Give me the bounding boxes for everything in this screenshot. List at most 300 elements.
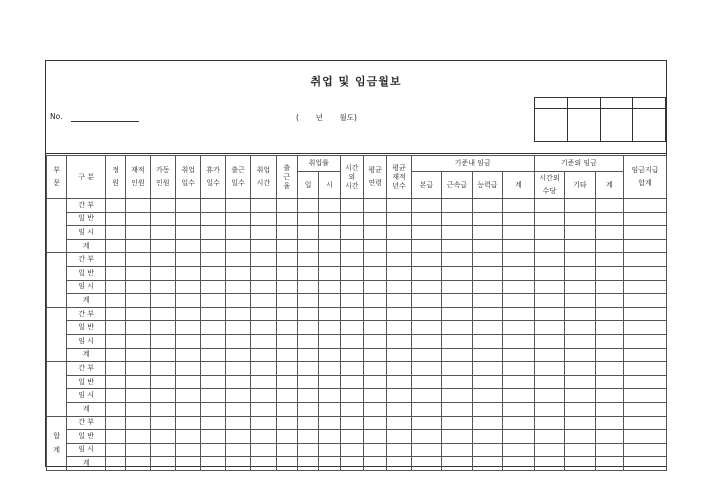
data-cell[interactable] xyxy=(565,226,595,240)
data-cell[interactable] xyxy=(225,266,250,280)
data-cell[interactable] xyxy=(340,443,363,457)
data-cell[interactable] xyxy=(251,266,276,280)
data-cell[interactable] xyxy=(276,280,297,294)
data-cell[interactable] xyxy=(565,212,595,226)
data-cell[interactable] xyxy=(276,402,297,416)
data-cell[interactable] xyxy=(150,430,175,444)
data-cell[interactable] xyxy=(319,266,340,280)
data-cell[interactable] xyxy=(201,212,225,226)
data-cell[interactable] xyxy=(624,443,667,457)
data-cell[interactable] xyxy=(126,321,150,335)
data-cell[interactable] xyxy=(442,239,472,253)
data-cell[interactable] xyxy=(624,348,667,362)
data-cell[interactable] xyxy=(201,389,225,403)
data-cell[interactable] xyxy=(503,307,535,321)
data-cell[interactable] xyxy=(472,321,502,335)
dept-cell[interactable] xyxy=(47,199,67,253)
data-cell[interactable] xyxy=(472,402,502,416)
data-cell[interactable] xyxy=(126,457,150,471)
data-cell[interactable] xyxy=(276,348,297,362)
data-cell[interactable] xyxy=(411,375,441,389)
data-cell[interactable] xyxy=(503,266,535,280)
data-cell[interactable] xyxy=(442,457,472,471)
data-cell[interactable] xyxy=(534,280,564,294)
data-cell[interactable] xyxy=(387,266,411,280)
data-cell[interactable] xyxy=(595,389,623,403)
data-cell[interactable] xyxy=(340,239,363,253)
dept-cell[interactable] xyxy=(47,416,67,470)
dept-cell[interactable] xyxy=(47,307,67,361)
data-cell[interactable] xyxy=(595,362,623,376)
data-cell[interactable] xyxy=(387,321,411,335)
data-cell[interactable] xyxy=(442,266,472,280)
data-cell[interactable] xyxy=(595,226,623,240)
data-cell[interactable] xyxy=(534,294,564,308)
data-cell[interactable] xyxy=(126,266,150,280)
data-cell[interactable] xyxy=(387,416,411,430)
data-cell[interactable] xyxy=(251,375,276,389)
data-cell[interactable] xyxy=(105,280,125,294)
data-cell[interactable] xyxy=(150,212,175,226)
data-cell[interactable] xyxy=(565,307,595,321)
data-cell[interactable] xyxy=(105,212,125,226)
data-cell[interactable] xyxy=(472,307,502,321)
data-cell[interactable] xyxy=(225,362,250,376)
data-cell[interactable] xyxy=(340,375,363,389)
data-cell[interactable] xyxy=(176,226,201,240)
data-cell[interactable] xyxy=(201,226,225,240)
data-cell[interactable] xyxy=(411,430,441,444)
data-cell[interactable] xyxy=(363,266,386,280)
data-cell[interactable] xyxy=(176,443,201,457)
data-cell[interactable] xyxy=(319,430,340,444)
data-cell[interactable] xyxy=(276,430,297,444)
data-cell[interactable] xyxy=(150,416,175,430)
data-cell[interactable] xyxy=(387,389,411,403)
data-cell[interactable] xyxy=(340,253,363,267)
data-cell[interactable] xyxy=(105,294,125,308)
data-cell[interactable] xyxy=(534,199,564,213)
data-cell[interactable] xyxy=(472,239,502,253)
data-cell[interactable] xyxy=(411,389,441,403)
data-cell[interactable] xyxy=(319,375,340,389)
data-cell[interactable] xyxy=(442,430,472,444)
data-cell[interactable] xyxy=(150,389,175,403)
data-cell[interactable] xyxy=(201,375,225,389)
data-cell[interactable] xyxy=(387,430,411,444)
data-cell[interactable] xyxy=(201,266,225,280)
data-cell[interactable] xyxy=(176,307,201,321)
data-cell[interactable] xyxy=(276,443,297,457)
data-cell[interactable] xyxy=(387,443,411,457)
approval-sign-cell[interactable] xyxy=(600,109,633,142)
data-cell[interactable] xyxy=(363,416,386,430)
data-cell[interactable] xyxy=(411,457,441,471)
data-cell[interactable] xyxy=(387,334,411,348)
data-cell[interactable] xyxy=(503,212,535,226)
data-cell[interactable] xyxy=(319,443,340,457)
data-cell[interactable] xyxy=(225,280,250,294)
data-cell[interactable] xyxy=(150,321,175,335)
data-cell[interactable] xyxy=(297,239,318,253)
data-cell[interactable] xyxy=(363,389,386,403)
data-cell[interactable] xyxy=(176,389,201,403)
data-cell[interactable] xyxy=(595,199,623,213)
data-cell[interactable] xyxy=(150,253,175,267)
data-cell[interactable] xyxy=(472,443,502,457)
data-cell[interactable] xyxy=(503,239,535,253)
data-cell[interactable] xyxy=(363,280,386,294)
data-cell[interactable] xyxy=(411,199,441,213)
data-cell[interactable] xyxy=(624,402,667,416)
data-cell[interactable] xyxy=(472,389,502,403)
data-cell[interactable] xyxy=(201,443,225,457)
data-cell[interactable] xyxy=(319,348,340,362)
data-cell[interactable] xyxy=(340,457,363,471)
data-cell[interactable] xyxy=(472,253,502,267)
data-cell[interactable] xyxy=(150,280,175,294)
data-cell[interactable] xyxy=(297,212,318,226)
data-cell[interactable] xyxy=(126,212,150,226)
data-cell[interactable] xyxy=(624,416,667,430)
data-cell[interactable] xyxy=(565,321,595,335)
data-cell[interactable] xyxy=(340,321,363,335)
data-cell[interactable] xyxy=(442,294,472,308)
data-cell[interactable] xyxy=(565,430,595,444)
data-cell[interactable] xyxy=(472,457,502,471)
data-cell[interactable] xyxy=(387,226,411,240)
data-cell[interactable] xyxy=(442,334,472,348)
data-cell[interactable] xyxy=(363,348,386,362)
data-cell[interactable] xyxy=(387,402,411,416)
data-cell[interactable] xyxy=(442,389,472,403)
data-cell[interactable] xyxy=(595,239,623,253)
data-cell[interactable] xyxy=(126,362,150,376)
data-cell[interactable] xyxy=(595,253,623,267)
data-cell[interactable] xyxy=(387,253,411,267)
data-cell[interactable] xyxy=(624,212,667,226)
data-cell[interactable] xyxy=(442,402,472,416)
data-cell[interactable] xyxy=(624,266,667,280)
data-cell[interactable] xyxy=(319,389,340,403)
data-cell[interactable] xyxy=(387,212,411,226)
data-cell[interactable] xyxy=(503,389,535,403)
data-cell[interactable] xyxy=(225,457,250,471)
data-cell[interactable] xyxy=(340,212,363,226)
data-cell[interactable] xyxy=(105,266,125,280)
document-number-field[interactable] xyxy=(71,121,139,122)
data-cell[interactable] xyxy=(251,362,276,376)
data-cell[interactable] xyxy=(126,307,150,321)
data-cell[interactable] xyxy=(150,348,175,362)
data-cell[interactable] xyxy=(297,443,318,457)
data-cell[interactable] xyxy=(297,389,318,403)
data-cell[interactable] xyxy=(534,348,564,362)
data-cell[interactable] xyxy=(340,266,363,280)
data-cell[interactable] xyxy=(201,457,225,471)
data-cell[interactable] xyxy=(297,348,318,362)
data-cell[interactable] xyxy=(387,199,411,213)
data-cell[interactable] xyxy=(442,253,472,267)
data-cell[interactable] xyxy=(534,266,564,280)
data-cell[interactable] xyxy=(340,294,363,308)
data-cell[interactable] xyxy=(472,199,502,213)
data-cell[interactable] xyxy=(105,457,125,471)
data-cell[interactable] xyxy=(225,307,250,321)
data-cell[interactable] xyxy=(363,199,386,213)
data-cell[interactable] xyxy=(176,457,201,471)
data-cell[interactable] xyxy=(387,457,411,471)
data-cell[interactable] xyxy=(442,375,472,389)
data-cell[interactable] xyxy=(105,239,125,253)
data-cell[interactable] xyxy=(503,226,535,240)
data-cell[interactable] xyxy=(624,457,667,471)
data-cell[interactable] xyxy=(319,416,340,430)
data-cell[interactable] xyxy=(565,443,595,457)
data-cell[interactable] xyxy=(276,294,297,308)
data-cell[interactable] xyxy=(276,334,297,348)
approval-sign-cell[interactable] xyxy=(567,109,600,142)
data-cell[interactable] xyxy=(276,199,297,213)
data-cell[interactable] xyxy=(225,416,250,430)
data-cell[interactable] xyxy=(442,362,472,376)
data-cell[interactable] xyxy=(126,348,150,362)
data-cell[interactable] xyxy=(624,280,667,294)
data-cell[interactable] xyxy=(411,226,441,240)
data-cell[interactable] xyxy=(201,239,225,253)
data-cell[interactable] xyxy=(225,239,250,253)
data-cell[interactable] xyxy=(387,280,411,294)
data-cell[interactable] xyxy=(565,389,595,403)
data-cell[interactable] xyxy=(225,443,250,457)
data-cell[interactable] xyxy=(534,212,564,226)
data-cell[interactable] xyxy=(176,375,201,389)
data-cell[interactable] xyxy=(472,266,502,280)
data-cell[interactable] xyxy=(565,239,595,253)
data-cell[interactable] xyxy=(276,307,297,321)
data-cell[interactable] xyxy=(225,389,250,403)
data-cell[interactable] xyxy=(411,280,441,294)
data-cell[interactable] xyxy=(442,226,472,240)
data-cell[interactable] xyxy=(150,457,175,471)
data-cell[interactable] xyxy=(126,430,150,444)
data-cell[interactable] xyxy=(150,226,175,240)
data-cell[interactable] xyxy=(150,266,175,280)
data-cell[interactable] xyxy=(297,457,318,471)
data-cell[interactable] xyxy=(105,443,125,457)
data-cell[interactable] xyxy=(201,362,225,376)
data-cell[interactable] xyxy=(126,389,150,403)
data-cell[interactable] xyxy=(595,416,623,430)
data-cell[interactable] xyxy=(472,334,502,348)
data-cell[interactable] xyxy=(319,253,340,267)
data-cell[interactable] xyxy=(251,334,276,348)
data-cell[interactable] xyxy=(624,334,667,348)
data-cell[interactable] xyxy=(276,457,297,471)
data-cell[interactable] xyxy=(595,280,623,294)
data-cell[interactable] xyxy=(340,389,363,403)
data-cell[interactable] xyxy=(340,362,363,376)
data-cell[interactable] xyxy=(105,375,125,389)
data-cell[interactable] xyxy=(565,375,595,389)
data-cell[interactable] xyxy=(297,307,318,321)
dept-cell[interactable] xyxy=(47,362,67,416)
data-cell[interactable] xyxy=(201,402,225,416)
data-cell[interactable] xyxy=(225,321,250,335)
data-cell[interactable] xyxy=(534,443,564,457)
data-cell[interactable] xyxy=(534,416,564,430)
data-cell[interactable] xyxy=(472,226,502,240)
data-cell[interactable] xyxy=(176,430,201,444)
data-cell[interactable] xyxy=(150,239,175,253)
data-cell[interactable] xyxy=(319,212,340,226)
data-cell[interactable] xyxy=(201,334,225,348)
data-cell[interactable] xyxy=(176,402,201,416)
data-cell[interactable] xyxy=(297,294,318,308)
data-cell[interactable] xyxy=(624,199,667,213)
data-cell[interactable] xyxy=(319,239,340,253)
data-cell[interactable] xyxy=(176,348,201,362)
data-cell[interactable] xyxy=(363,457,386,471)
data-cell[interactable] xyxy=(411,402,441,416)
data-cell[interactable] xyxy=(411,334,441,348)
data-cell[interactable] xyxy=(503,348,535,362)
approval-sign-cell[interactable] xyxy=(535,109,568,142)
data-cell[interactable] xyxy=(363,212,386,226)
data-cell[interactable] xyxy=(534,334,564,348)
data-cell[interactable] xyxy=(595,375,623,389)
data-cell[interactable] xyxy=(340,226,363,240)
data-cell[interactable] xyxy=(276,362,297,376)
data-cell[interactable] xyxy=(201,253,225,267)
data-cell[interactable] xyxy=(105,416,125,430)
data-cell[interactable] xyxy=(472,348,502,362)
data-cell[interactable] xyxy=(442,321,472,335)
data-cell[interactable] xyxy=(534,226,564,240)
data-cell[interactable] xyxy=(251,212,276,226)
data-cell[interactable] xyxy=(624,294,667,308)
data-cell[interactable] xyxy=(201,294,225,308)
data-cell[interactable] xyxy=(595,307,623,321)
data-cell[interactable] xyxy=(411,416,441,430)
data-cell[interactable] xyxy=(363,321,386,335)
data-cell[interactable] xyxy=(363,239,386,253)
data-cell[interactable] xyxy=(472,430,502,444)
data-cell[interactable] xyxy=(411,307,441,321)
data-cell[interactable] xyxy=(297,375,318,389)
data-cell[interactable] xyxy=(595,334,623,348)
data-cell[interactable] xyxy=(251,416,276,430)
data-cell[interactable] xyxy=(534,307,564,321)
data-cell[interactable] xyxy=(201,199,225,213)
data-cell[interactable] xyxy=(126,199,150,213)
data-cell[interactable] xyxy=(276,375,297,389)
data-cell[interactable] xyxy=(363,253,386,267)
data-cell[interactable] xyxy=(363,402,386,416)
data-cell[interactable] xyxy=(225,226,250,240)
data-cell[interactable] xyxy=(565,266,595,280)
data-cell[interactable] xyxy=(595,443,623,457)
data-cell[interactable] xyxy=(201,416,225,430)
data-cell[interactable] xyxy=(201,321,225,335)
data-cell[interactable] xyxy=(472,294,502,308)
data-cell[interactable] xyxy=(201,348,225,362)
data-cell[interactable] xyxy=(276,389,297,403)
data-cell[interactable] xyxy=(105,199,125,213)
data-cell[interactable] xyxy=(297,321,318,335)
data-cell[interactable] xyxy=(276,321,297,335)
data-cell[interactable] xyxy=(319,457,340,471)
data-cell[interactable] xyxy=(411,253,441,267)
data-cell[interactable] xyxy=(534,375,564,389)
data-cell[interactable] xyxy=(624,307,667,321)
data-cell[interactable] xyxy=(595,212,623,226)
data-cell[interactable] xyxy=(251,253,276,267)
data-cell[interactable] xyxy=(503,294,535,308)
data-cell[interactable] xyxy=(225,375,250,389)
data-cell[interactable] xyxy=(126,226,150,240)
data-cell[interactable] xyxy=(319,334,340,348)
data-cell[interactable] xyxy=(565,457,595,471)
data-cell[interactable] xyxy=(565,416,595,430)
data-cell[interactable] xyxy=(565,348,595,362)
data-cell[interactable] xyxy=(624,226,667,240)
data-cell[interactable] xyxy=(105,253,125,267)
approval-sign-cell[interactable] xyxy=(633,109,666,142)
data-cell[interactable] xyxy=(534,430,564,444)
data-cell[interactable] xyxy=(225,402,250,416)
data-cell[interactable] xyxy=(363,294,386,308)
data-cell[interactable] xyxy=(276,416,297,430)
data-cell[interactable] xyxy=(624,375,667,389)
data-cell[interactable] xyxy=(105,362,125,376)
data-cell[interactable] xyxy=(534,239,564,253)
data-cell[interactable] xyxy=(340,334,363,348)
data-cell[interactable] xyxy=(126,334,150,348)
data-cell[interactable] xyxy=(150,334,175,348)
data-cell[interactable] xyxy=(251,239,276,253)
data-cell[interactable] xyxy=(201,430,225,444)
data-cell[interactable] xyxy=(251,443,276,457)
data-cell[interactable] xyxy=(176,280,201,294)
data-cell[interactable] xyxy=(565,362,595,376)
data-cell[interactable] xyxy=(150,199,175,213)
data-cell[interactable] xyxy=(534,402,564,416)
data-cell[interactable] xyxy=(387,239,411,253)
data-cell[interactable] xyxy=(387,348,411,362)
data-cell[interactable] xyxy=(225,212,250,226)
data-cell[interactable] xyxy=(595,294,623,308)
data-cell[interactable] xyxy=(225,199,250,213)
data-cell[interactable] xyxy=(176,334,201,348)
data-cell[interactable] xyxy=(126,239,150,253)
data-cell[interactable] xyxy=(387,294,411,308)
data-cell[interactable] xyxy=(297,430,318,444)
data-cell[interactable] xyxy=(251,294,276,308)
data-cell[interactable] xyxy=(176,239,201,253)
data-cell[interactable] xyxy=(297,416,318,430)
data-cell[interactable] xyxy=(503,280,535,294)
data-cell[interactable] xyxy=(503,416,535,430)
data-cell[interactable] xyxy=(565,253,595,267)
data-cell[interactable] xyxy=(126,280,150,294)
data-cell[interactable] xyxy=(565,199,595,213)
data-cell[interactable] xyxy=(297,253,318,267)
data-cell[interactable] xyxy=(503,199,535,213)
data-cell[interactable] xyxy=(595,266,623,280)
data-cell[interactable] xyxy=(565,280,595,294)
data-cell[interactable] xyxy=(624,389,667,403)
